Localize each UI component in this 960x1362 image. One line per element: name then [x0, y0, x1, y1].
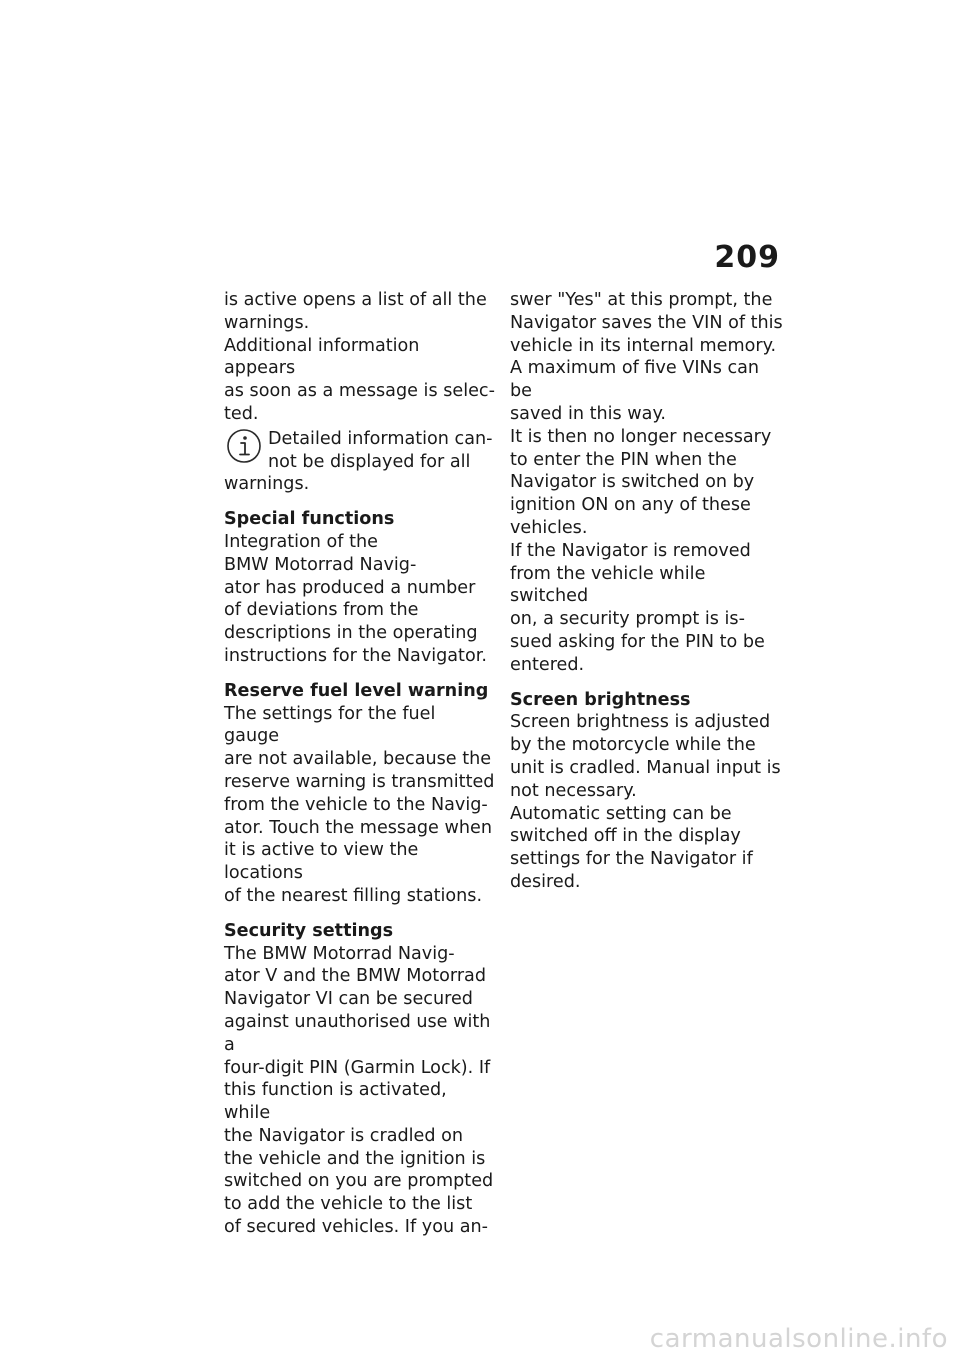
text-line: If the Navigator is removed — [510, 540, 751, 561]
text-line: unit is cradled. Manual input is — [510, 757, 781, 778]
left-column — [224, 289, 496, 1239]
text-line: are not available, because the — [224, 749, 492, 770]
text-line: Additional information appears — [224, 335, 420, 379]
text-line: to enter the PIN when the — [510, 449, 737, 470]
text-line: descriptions in the operating — [224, 623, 478, 644]
text-line: Navigator VI can be secured — [224, 989, 473, 1010]
note-line: warnings. — [224, 474, 310, 495]
text-line: swer "Yes" at this prompt, the — [510, 290, 773, 310]
intro-paragraph — [224, 289, 496, 335]
reserve-fuel-paragraph — [224, 703, 496, 908]
watermark: carmanualsonline.info — [649, 1324, 948, 1354]
text-line: entered. — [510, 654, 585, 675]
text-line: Navigator is switched on by — [510, 472, 755, 493]
text-line: desired. — [510, 871, 581, 892]
text-line: not necessary. — [510, 780, 637, 801]
text-line: from the vehicle to the Navig- — [224, 794, 488, 815]
special-functions-paragraph — [224, 531, 496, 668]
section-heading-security-settings: Security settings — [224, 920, 394, 941]
additional-info-paragraph — [224, 335, 496, 426]
section-heading-special-functions: Special functions — [224, 509, 395, 530]
text-line: of deviations from the — [224, 600, 419, 621]
text-line: instructions for the Navigator. — [224, 645, 487, 666]
text-line: of secured vehicles. If you an- — [224, 1217, 488, 1238]
text-line: settings for the Navigator if — [510, 849, 753, 870]
text-line: Screen brightness is adjusted — [510, 712, 771, 733]
pin-not-needed-paragraph — [510, 426, 785, 540]
text-line: warnings. — [224, 312, 310, 333]
text-line: by the motorcycle while the — [510, 735, 756, 756]
text-line: reserve warning is transmitted — [224, 771, 495, 792]
security-settings-paragraph — [224, 943, 496, 1239]
text-line: BMW Motorrad Navig- — [224, 554, 417, 575]
text-line: four-digit PIN (Garmin Lock). If — [224, 1057, 491, 1078]
info-note — [224, 428, 496, 496]
screen-brightness-paragraph — [510, 711, 785, 802]
text-line: Navigator saves the VIN of this — [510, 312, 783, 333]
text-line: Automatic setting can be — [510, 803, 732, 824]
text-line: from the vehicle while switched — [510, 563, 706, 607]
text-line: as soon as a message is selec- — [224, 381, 495, 402]
text-line: switched on you are prompted — [224, 1171, 494, 1192]
text-line: ator V and the BMW Motorrad — [224, 966, 487, 987]
text-line: is active opens a list of all the — [224, 290, 487, 310]
text-line: The settings for the fuel gauge — [224, 703, 436, 747]
text-line: saved in this way. — [510, 403, 666, 424]
note-line: not be displayed for all — [268, 451, 471, 472]
vin-max-paragraph — [510, 357, 785, 425]
text-line: against unauthorised use with a — [224, 1011, 491, 1055]
info-icon — [224, 426, 264, 466]
text-line: vehicle in its internal memory. — [510, 335, 777, 356]
text-line: The BMW Motorrad Navig- — [224, 943, 455, 964]
section-heading-reserve-fuel: Reserve fuel level warning — [224, 680, 489, 701]
text-line: ator has produced a number — [224, 577, 476, 598]
automatic-setting-paragraph — [510, 803, 785, 894]
right-column — [510, 289, 785, 894]
text-line: of the nearest filling stations. — [224, 885, 483, 906]
text-line: on, a security prompt is is- — [510, 609, 745, 630]
removal-prompt-paragraph — [510, 540, 785, 677]
text-line: it is active to view the locations — [224, 840, 419, 884]
text-line: It is then no longer necessary — [510, 426, 772, 447]
section-heading-screen-brightness: Screen brightness — [510, 689, 691, 710]
text-line: ignition ON on any of these — [510, 495, 751, 516]
text-line: ted. — [224, 403, 259, 424]
text-line: Integration of the — [224, 531, 378, 552]
text-line: the Navigator is cradled on — [224, 1125, 464, 1146]
note-line: Detailed information can- — [268, 428, 493, 449]
text-line: the vehicle and the ignition is — [224, 1148, 486, 1169]
text-line: ator. Touch the message when — [224, 817, 492, 838]
text-line: vehicles. — [510, 517, 588, 538]
text-line: to add the vehicle to the list — [224, 1194, 473, 1215]
page-number: 209 — [714, 240, 780, 275]
text-line: A maximum of five VINs can be — [510, 358, 760, 402]
text-line: sued asking for the PIN to be — [510, 631, 765, 652]
text-line: this function is activated, while — [224, 1080, 447, 1124]
text-line: switched off in the display — [510, 826, 741, 847]
vin-save-paragraph — [510, 289, 785, 357]
